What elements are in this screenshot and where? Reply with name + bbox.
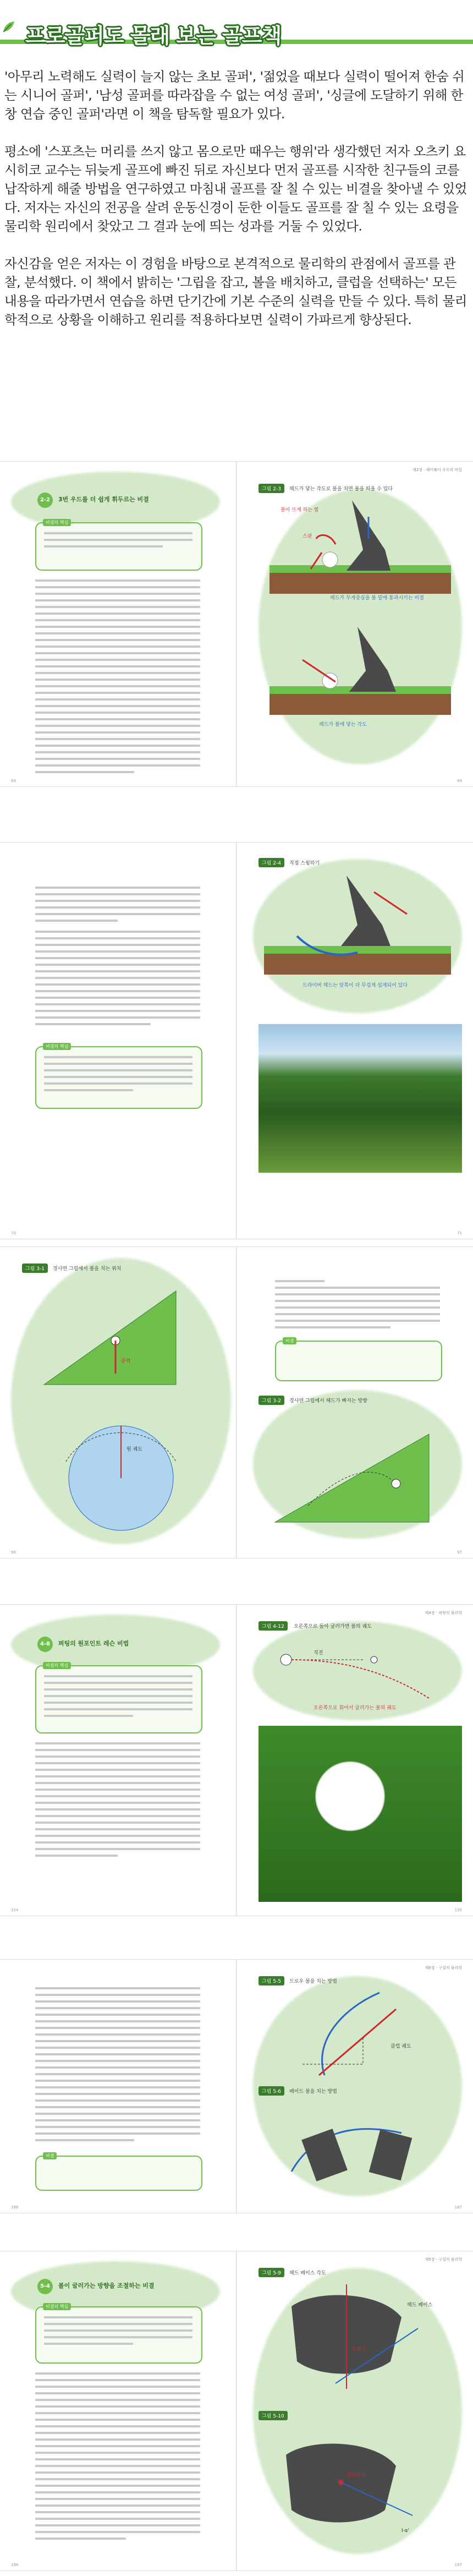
intro-paragraph-3: 자신감을 얻은 저자는 이 경험을 바탕으로 본격적으로 물리학의 관점에서 골프를 관찰, 분석했다. 이 책에서 밝히는 '그립을 잡고, 볼을 배치하고, 클럽을 선택하는' 모든 내용을 따라가면서 연습을 하면 단기간에 기본 수준의 실력을 만들 수 있다. 특히 물리학적으로 상황을 이해하고 원리를 적용하다보면 실력이 가파르게 향상된다.	[4, 256, 467, 327]
figure-caption: 드라이버 헤드는 앞쪽이 더 무겁게 설계되어 있다	[302, 983, 408, 988]
figure-caption-2: 헤드가 볼에 닿는 각도	[319, 722, 367, 728]
running-head: 제5장 · 구질의 물리학	[425, 2257, 462, 2262]
page-number-right: 197	[454, 2563, 462, 2567]
right-page	[237, 843, 473, 1239]
golf-ball-photo	[258, 1726, 462, 1902]
chapter-heading	[37, 2279, 155, 2294]
circle-trajectory-figure	[28, 1401, 215, 1533]
page-number-left: 70	[11, 1231, 16, 1235]
fig-label-path: 클럽 궤도	[391, 2044, 411, 2049]
page-number-right: 71	[457, 1231, 462, 1235]
body-text	[35, 1987, 200, 2146]
page-number-right: 187	[454, 2205, 462, 2209]
body-text	[35, 579, 200, 778]
chapter-number: 4-8	[37, 1637, 53, 1652]
swing-figure	[264, 870, 451, 991]
body-text	[35, 887, 200, 926]
running-head: 제2장 · 페어웨이 우드의 비밀	[413, 468, 462, 472]
running-head: 제4장 · 퍼팅의 물리학	[425, 1611, 462, 1615]
running-head: 제5장 · 구질의 물리학	[425, 1966, 462, 1970]
page-number-right: 155	[454, 1908, 462, 1912]
chapter-number: 2-2	[37, 493, 53, 508]
figure-tag: 그림 4-12	[258, 1621, 288, 1631]
fade-figure	[270, 2100, 446, 2194]
key-note-tag: 비결	[283, 1337, 296, 1344]
club-head-figure-bottom	[270, 627, 451, 731]
fig-label-spin: 스핀	[302, 534, 312, 539]
left-page	[0, 2251, 237, 2570]
key-note-tag: 비결의 핵심	[43, 1662, 71, 1669]
chapter-heading	[37, 1637, 129, 1652]
intro-paragraph-2: 평소에 '스포츠는 머리를 쓰지 않고 몸으로만 때우는 행위'라 생각했던 저자 오츠키 요시히코 교수는 뒤늦게 골프에 빠진 뒤로 자신보다 먼저 골프를 시작한 친구들의 코를 납작하게 해줄 방법을 연구하였고 마침내 골프를 잘 칠 수 있는 비결을 찾아낼 수 있었다. 저자는 자신의 전공을 살려 운동신경이 둔한 이들도 골프를 잘 칠 수 있는 요령을 물리학 원리에서 찾았고 그 결과 눈에 띄는 성과를 거둘 수 있었다.	[4, 144, 467, 234]
book-spread-3	[0, 1246, 473, 1558]
book-spread-6	[0, 2251, 473, 2571]
club-face-figure	[270, 2284, 446, 2394]
chapter-title: 3번 우드를 더 쉽게 휘두르는 비결	[58, 496, 149, 503]
fig-label-lift: 볼이 뜨게 하는 힘	[280, 507, 319, 513]
intro-paragraph-1: '아무리 노력해도 실력이 늘지 않는 초보 골퍼', '젊었을 때보다 실력이 떨어져 한숨 쉬는 시니어 골퍼', '남성 골퍼를 따라잡을 수 없는 여성 골퍼', '싱글에 도달하기 위해 한창 연습 중인 골퍼'라면 이 책을 탐독할 필요가 있다.	[4, 69, 465, 122]
chapter-title: 볼이 굴러가는 방향을 조절하는 비결	[58, 2282, 155, 2289]
figure-tag-2: 그림 3-2	[258, 1396, 284, 1405]
figure-tag-2: 그림 5-10	[258, 2411, 288, 2420]
body-text-2	[35, 931, 200, 1030]
figure-title: 드로우 볼을 치는 방법	[289, 1979, 337, 1984]
key-note-box	[35, 2156, 202, 2191]
figure-tag-2: 그림 5-6	[258, 2086, 284, 2096]
fig-label-moment: I·α'	[402, 2528, 409, 2534]
right-page	[237, 1605, 473, 1916]
page-title: 프로골퍼도 몰래 보는 골프책	[25, 23, 282, 48]
putt-trajectory-figure	[264, 1638, 451, 1715]
fig-label-orbit: 원 궤도	[127, 1447, 142, 1452]
figure-title-2: 경사면 그립에서 헤드가 빠지는 방향	[289, 1398, 367, 1404]
figure-caption: 오른쪽으로 휘어서 굴러가는 볼의 궤도	[314, 1705, 397, 1711]
figure-tag: 그림 2-4	[258, 858, 284, 867]
figure-caption-1: 헤드가 무게중심을 볼 밑에 통과시키는 비결	[330, 595, 424, 601]
page-number-right: 97	[457, 1550, 462, 1555]
club-face-figure-2	[270, 2427, 446, 2548]
chapter-title: 퍼팅의 원포인트 레슨 비법	[58, 1640, 129, 1647]
chapter-heading	[37, 493, 149, 508]
book-spread-4	[0, 1604, 473, 1916]
body-text	[35, 1742, 200, 1861]
page-number-left: 96	[11, 1550, 16, 1555]
note-text	[44, 1675, 193, 1721]
key-note-tag: 비결의 핵심	[43, 519, 71, 526]
figure-title: 직접 스윙하기	[289, 861, 320, 866]
left-page	[0, 1960, 237, 2213]
fig-label-right: 오른쪽	[352, 2347, 367, 2352]
draw-figure	[270, 1987, 446, 2081]
title-box	[10, 17, 294, 51]
left-page	[0, 462, 237, 786]
chapter-number: 5-4	[37, 2279, 53, 2294]
fig-label-straight: 직진	[314, 1650, 323, 1656]
right-page	[237, 2251, 473, 2570]
figure-title: 헤드 페이스 각도	[289, 2271, 326, 2276]
figure-title-2: 페이드 볼을 치는 방법	[289, 2089, 337, 2094]
page-number-left: 68	[11, 779, 16, 783]
body-text	[275, 1280, 440, 1333]
note-text	[44, 532, 193, 552]
page-number-left: 196	[11, 2563, 19, 2567]
section-header	[0, 12, 473, 53]
key-note-tag: 비결	[43, 2152, 57, 2159]
page-number-right: 69	[457, 779, 462, 783]
intro-text	[4, 67, 469, 348]
fig-label-face: 헤드 페이스	[407, 2302, 433, 2308]
figure-tag: 그림 2-3	[258, 484, 284, 493]
left-page	[0, 1247, 237, 1558]
page-number-left: 154	[11, 1908, 19, 1912]
right-page	[237, 462, 473, 786]
slope-figure	[28, 1280, 215, 1390]
right-page	[237, 1960, 473, 2213]
figure-title: 경사면 그립에서 볼을 치는 위치	[53, 1266, 122, 1272]
book-spread-1	[0, 461, 473, 787]
forest-photo	[258, 1024, 462, 1173]
left-page	[0, 1605, 237, 1916]
slope-putt-figure	[264, 1412, 451, 1528]
figure-title: 오른쪽으로 돌아 굴러가면 볼의 궤도	[294, 1624, 372, 1629]
book-spread-5	[0, 1959, 473, 2213]
left-page	[0, 843, 237, 1239]
figure-title: 헤드가 닿는 각도로 볼을 치면 볼을 띄울 수 있다	[289, 486, 393, 492]
right-page	[237, 1247, 473, 1558]
figure-tag: 그림 5-5	[258, 1976, 284, 1986]
key-note-tag: 비결의 핵심	[43, 2303, 71, 2310]
key-note-tag: 비결의 핵심	[43, 1043, 71, 1050]
fig-label-cog: 무게중심	[346, 2473, 366, 2479]
body-text	[35, 2372, 200, 2544]
note-text	[44, 2316, 193, 2349]
page-number-left: 186	[11, 2205, 19, 2209]
fig-label-gravity: 중력	[121, 1359, 131, 1364]
book-spread-2	[0, 842, 473, 1239]
note-text	[44, 1056, 193, 1096]
figure-tag: 그림 3-1	[22, 1264, 48, 1273]
figure-tag: 그림 5-9	[258, 2268, 284, 2277]
key-note-box	[275, 1341, 442, 1381]
